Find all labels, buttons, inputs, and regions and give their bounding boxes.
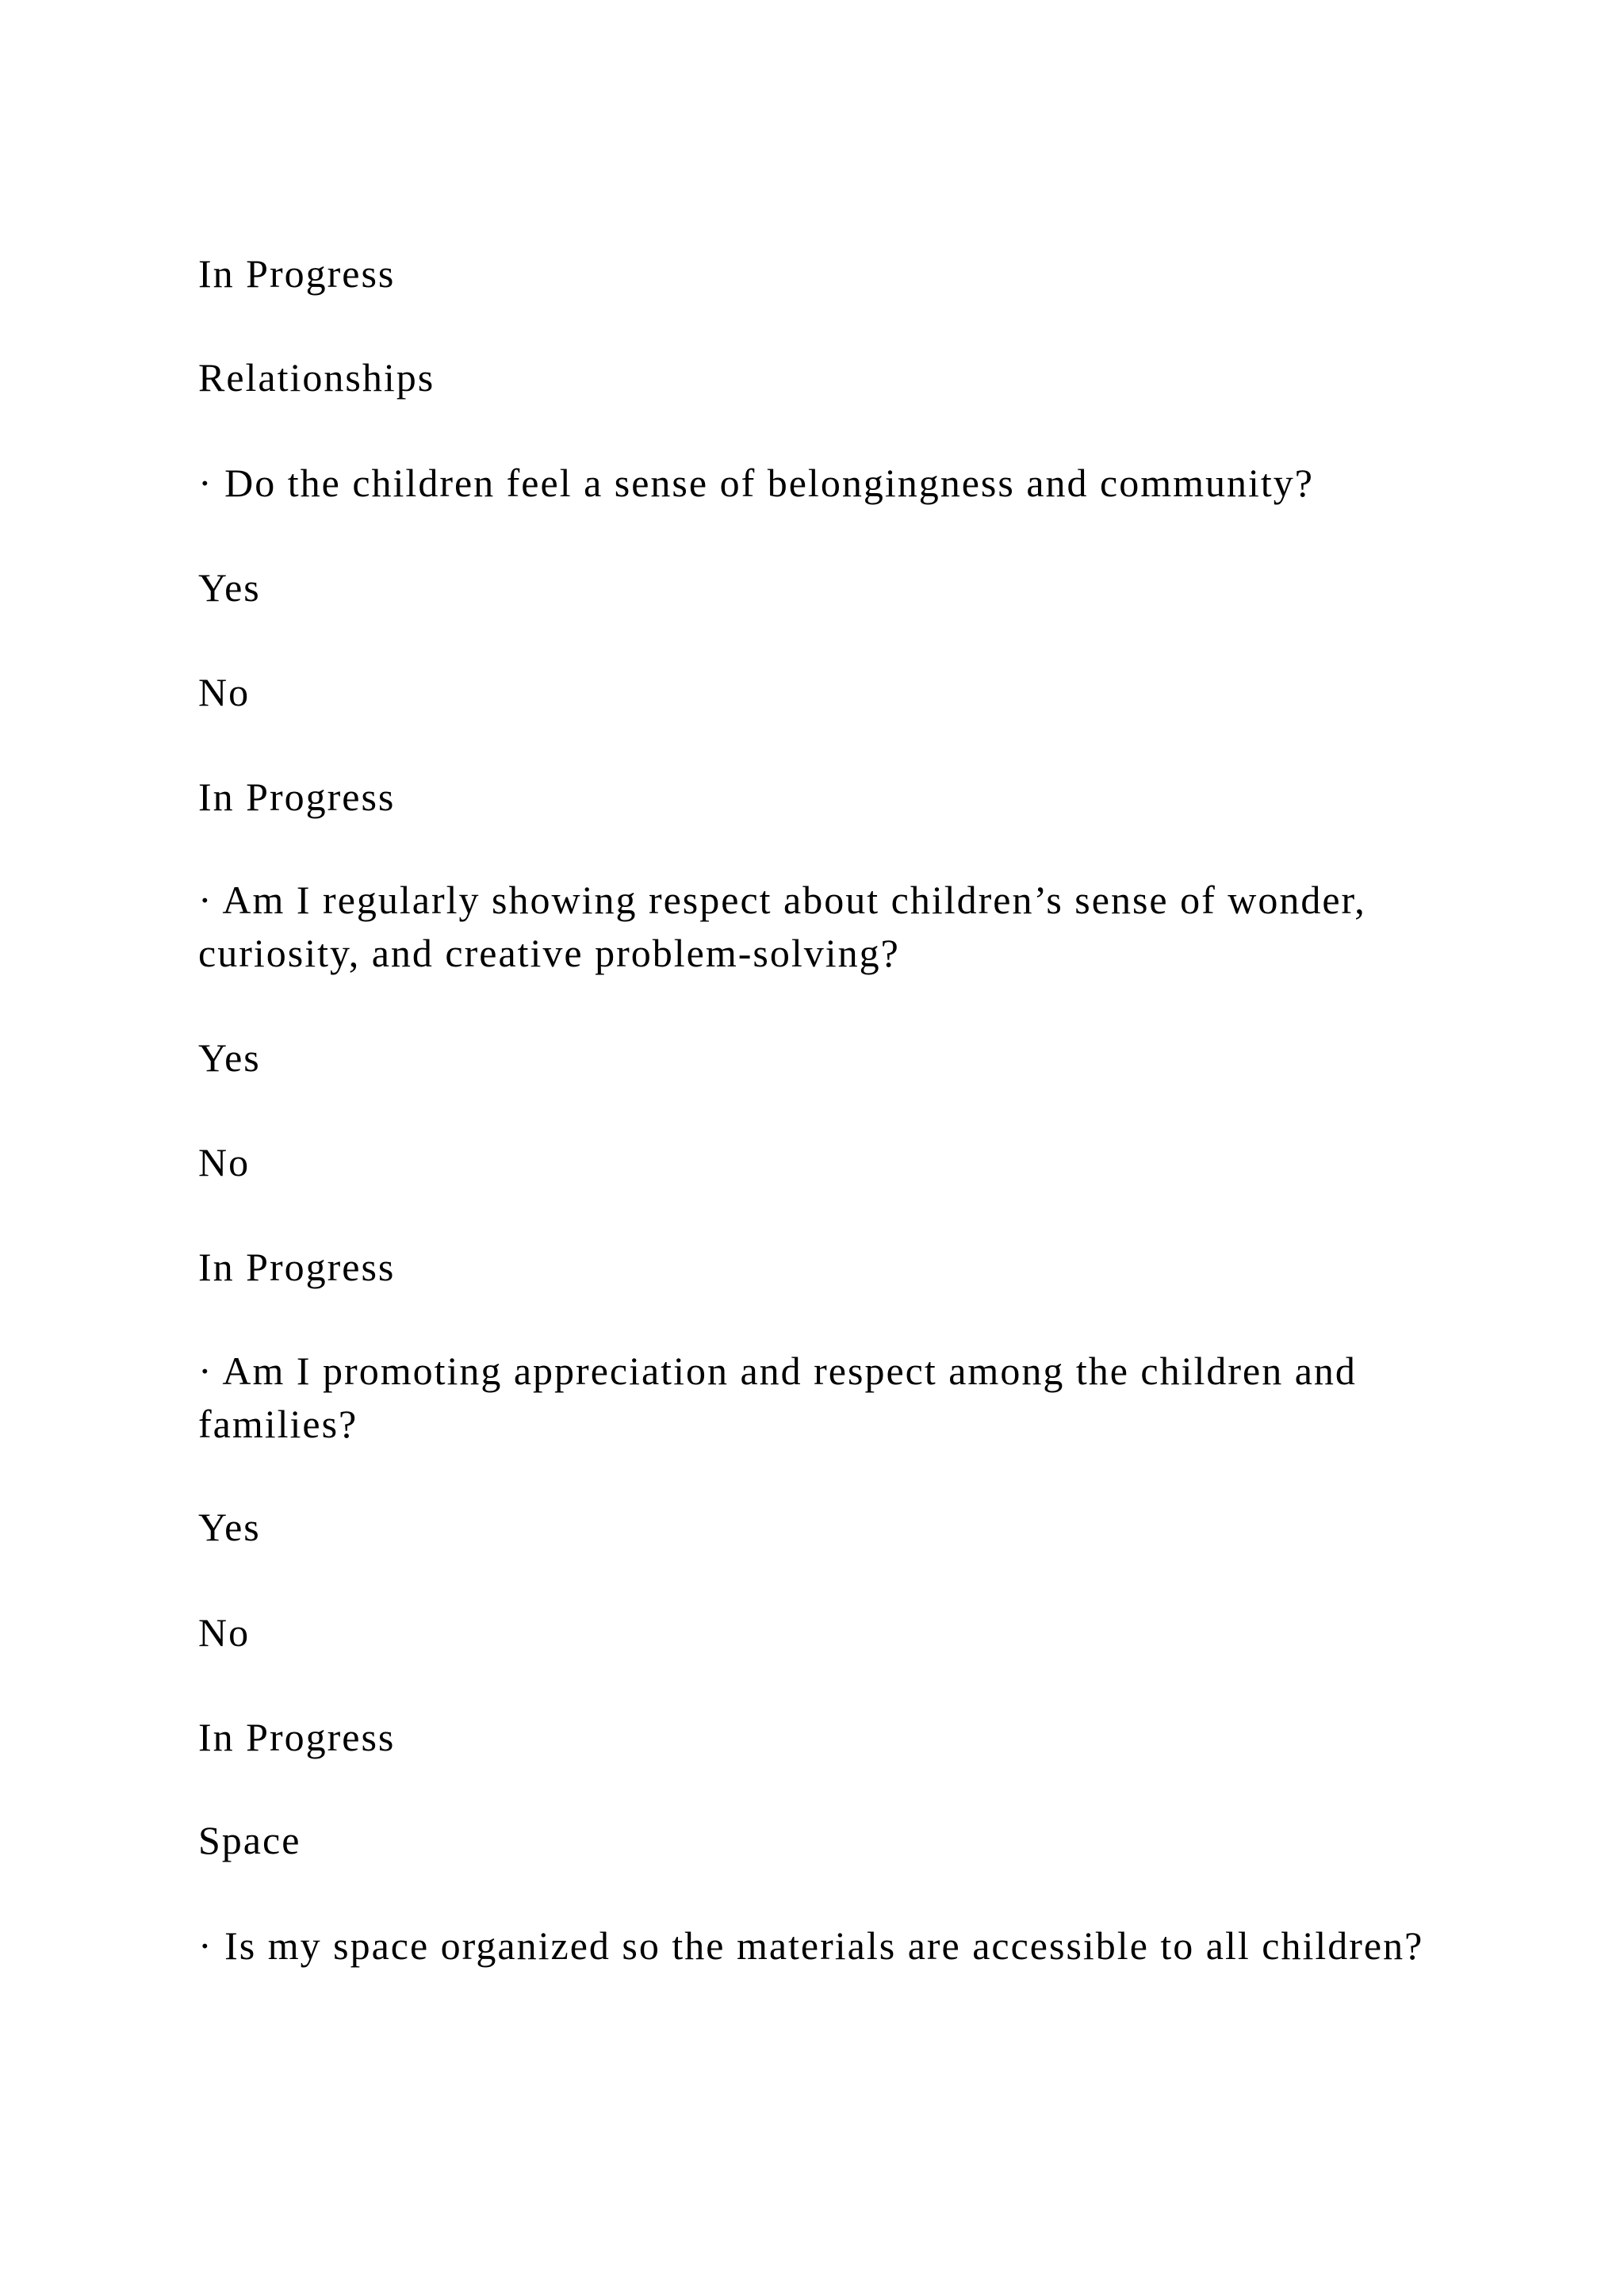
option-yes: Yes xyxy=(198,1505,261,1549)
option-no: No xyxy=(198,670,251,714)
option-in-progress: In Progress xyxy=(198,1715,396,1759)
question-belongingness: · Do the children feel a sense of belongingness and community? xyxy=(198,461,1314,505)
option-no: No xyxy=(198,1140,251,1184)
option-yes: Yes xyxy=(198,565,261,610)
question-respect-wonder: · Am I regularly showing respect about children’s sense of wonder, curiosity, and creative problem-solving? xyxy=(198,878,1366,975)
question-appreciation-respect: · Am I promoting appreciation and respect among the children and families? xyxy=(198,1349,1357,1446)
section-heading-space: Space xyxy=(198,1818,301,1862)
section-heading-relationships: Relationships xyxy=(198,355,435,400)
status-in-progress: In Progress xyxy=(198,251,396,296)
option-in-progress: In Progress xyxy=(198,775,396,819)
question-space-organized: · Is my space organized so the materials are accessible to all children? xyxy=(198,1923,1424,1968)
option-yes: Yes xyxy=(198,1035,261,1080)
option-no: No xyxy=(198,1610,251,1655)
option-in-progress: In Progress xyxy=(198,1245,396,1289)
